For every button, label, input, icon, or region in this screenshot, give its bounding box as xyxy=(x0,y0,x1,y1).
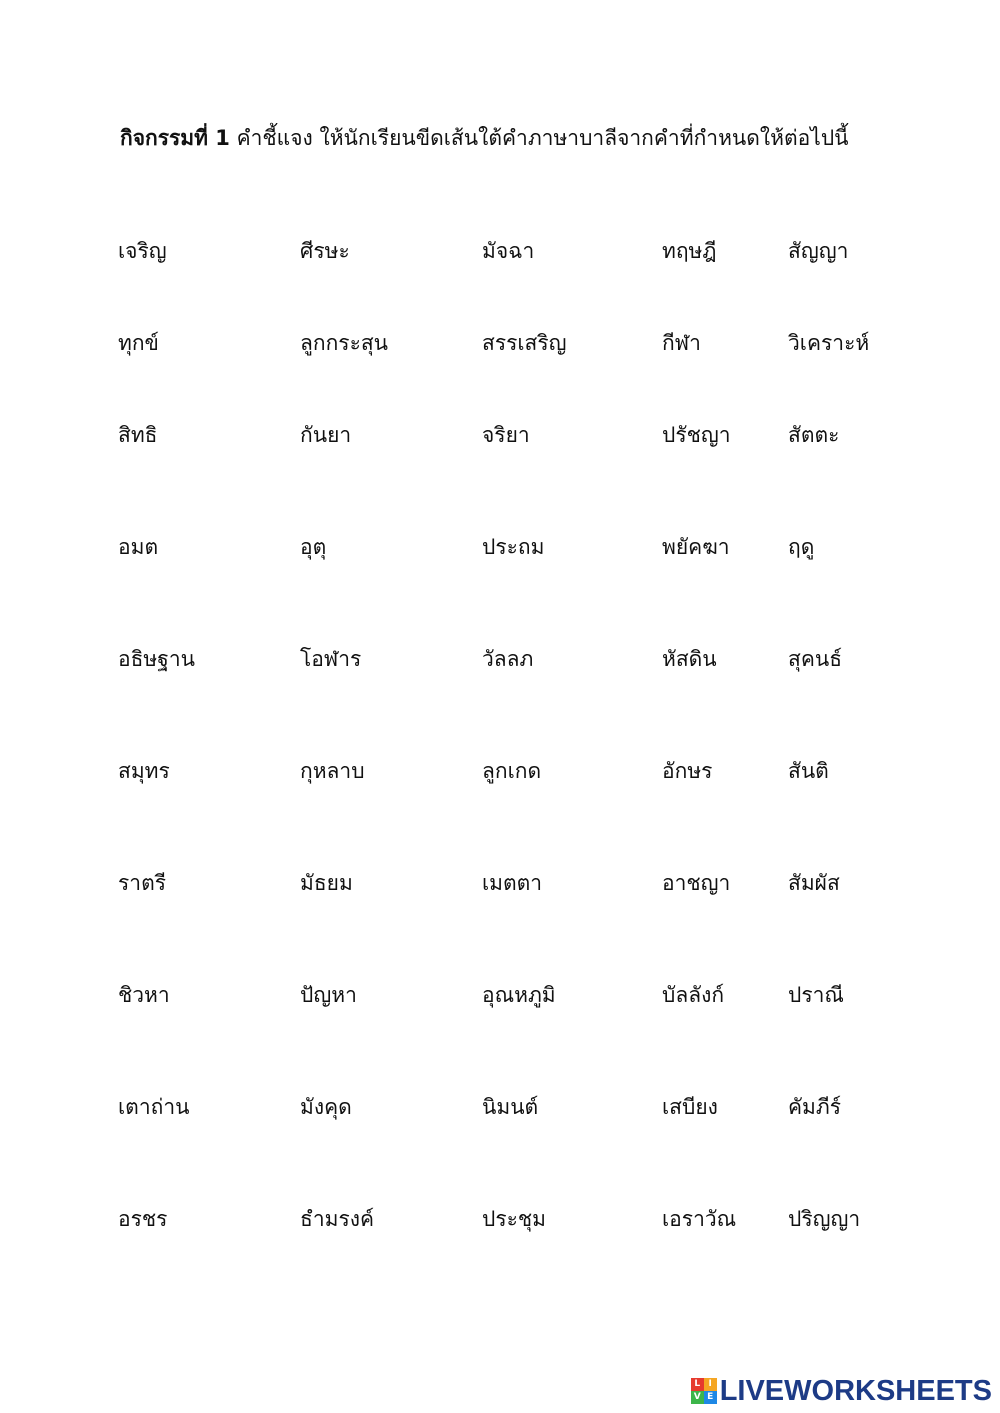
word-item[interactable]: นิมนต์ xyxy=(482,1095,539,1119)
word-item[interactable]: ทฤษฎี xyxy=(662,239,717,263)
word-item[interactable]: สัมผัส xyxy=(788,871,840,895)
word-item[interactable]: อรชร xyxy=(118,1207,168,1231)
word-item[interactable]: ทุกข์ xyxy=(118,331,159,355)
word-item[interactable]: ปัญหา xyxy=(300,983,357,1007)
brand-name: LIVEWORKSHEETS xyxy=(719,1374,992,1407)
word-item[interactable]: ประถม xyxy=(482,535,545,559)
word-item[interactable]: เจริญ xyxy=(118,239,167,263)
word-item[interactable]: กันยา xyxy=(300,423,352,447)
word-item[interactable]: ปรัชญา xyxy=(662,423,731,447)
logo-letter-e: E xyxy=(704,1391,717,1404)
logo-letter-l: L xyxy=(691,1378,704,1391)
word-item[interactable]: สรรเสริญ xyxy=(482,331,567,355)
word-item[interactable]: อักษร xyxy=(662,759,713,783)
word-item[interactable]: โอฬาร xyxy=(300,647,362,671)
activity-title: กิจกรรมที่ 1 xyxy=(120,126,230,150)
word-item[interactable]: อุณหภูมิ xyxy=(482,983,556,1007)
word-item[interactable]: วิเคราะห์ xyxy=(788,331,870,355)
liveworksheets-logo-icon xyxy=(691,1378,717,1404)
word-item[interactable]: เอราวัณ xyxy=(662,1207,737,1231)
word-item[interactable]: อมต xyxy=(118,535,159,559)
liveworksheets-brand xyxy=(691,1373,992,1409)
word-item[interactable]: สุคนธ์ xyxy=(788,647,843,671)
word-item[interactable]: จริยา xyxy=(482,423,530,447)
word-item[interactable]: หัสดิน xyxy=(662,647,717,671)
word-item[interactable]: ราตรี xyxy=(118,871,166,895)
word-item[interactable]: อาชญา xyxy=(662,871,731,895)
word-item[interactable]: ธำมรงค์ xyxy=(300,1207,375,1231)
word-item[interactable]: กีฬา xyxy=(662,331,701,355)
word-item[interactable]: สันติ xyxy=(788,759,829,783)
logo-letter-v: V xyxy=(691,1391,704,1404)
word-item[interactable]: คัมภีร์ xyxy=(788,1095,842,1119)
word-item[interactable]: สมุทร xyxy=(118,759,170,783)
word-item[interactable]: อธิษฐาน xyxy=(118,647,196,671)
word-item[interactable]: เสบียง xyxy=(662,1095,718,1119)
word-item[interactable]: ชิวหา xyxy=(118,983,170,1007)
instruction-text: คำชี้แจง ให้นักเรียนขีดเส้นใต้คำภาษาบาลีจากคำที่กำหนดให้ต่อไปนี้ xyxy=(236,126,849,150)
word-item[interactable]: ฤดู xyxy=(788,535,815,559)
word-item[interactable]: ปริญญา xyxy=(788,1207,861,1231)
word-item[interactable]: มัธยม xyxy=(300,871,353,895)
word-item[interactable]: วัลลภ xyxy=(482,647,534,671)
word-item[interactable]: พยัคฆา xyxy=(662,535,730,559)
word-item[interactable]: เตาถ่าน xyxy=(118,1095,190,1119)
word-item[interactable]: ปราณี xyxy=(788,983,844,1007)
word-item[interactable]: มัจฉา xyxy=(482,239,535,263)
word-item[interactable]: ศีรษะ xyxy=(300,239,350,263)
word-item[interactable]: กุหลาบ xyxy=(300,759,365,783)
logo-letter-i: I xyxy=(704,1378,717,1391)
word-item[interactable]: ลูกเกด xyxy=(482,759,542,783)
word-item[interactable]: สิทธิ xyxy=(118,423,158,447)
word-item[interactable]: มังคุด xyxy=(300,1095,352,1119)
word-item[interactable]: สัญญา xyxy=(788,239,849,263)
word-item[interactable]: บัลลังก์ xyxy=(662,983,725,1007)
word-item[interactable]: สัตตะ xyxy=(788,423,840,447)
word-item[interactable]: อุตุ xyxy=(300,535,327,559)
word-item[interactable]: เมตตา xyxy=(482,871,543,895)
word-item[interactable]: ลูกกระสุน xyxy=(300,331,389,355)
word-item[interactable]: ประชุม xyxy=(482,1207,546,1231)
